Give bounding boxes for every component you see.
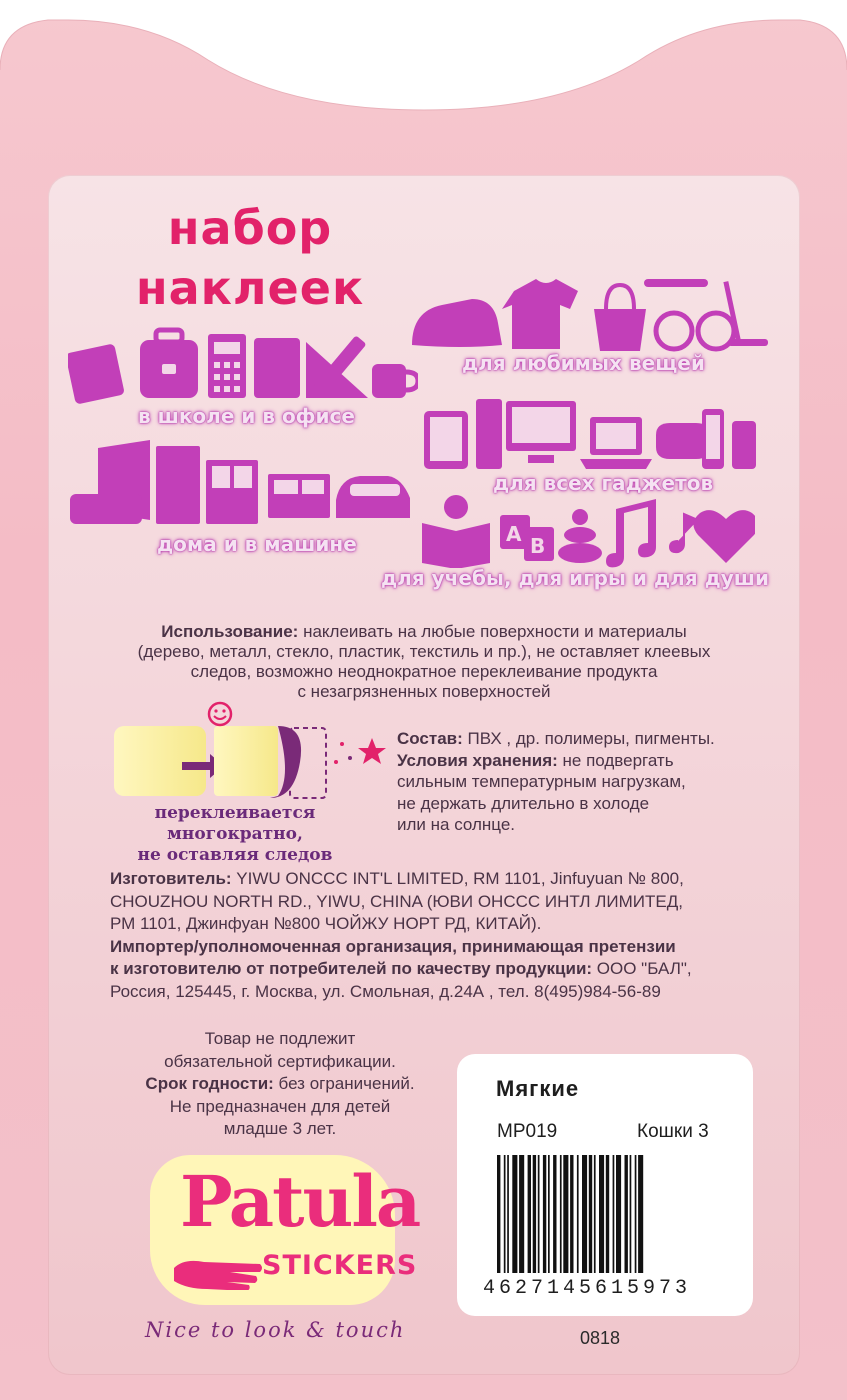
cert-text-5: младше 3 лет. [223, 1119, 337, 1138]
favourite-things-icons [408, 275, 773, 355]
barcode-bar [638, 1155, 643, 1273]
storage-label: Условия хранения: [397, 750, 558, 770]
barcode-bar [507, 1155, 509, 1273]
shelf-life-label: Срок годности: [145, 1074, 274, 1093]
cert-text-4: Не предназначен для детей [169, 1096, 391, 1116]
barcode-bar [616, 1155, 621, 1273]
hand-icon [170, 1250, 265, 1290]
manufacturer-text-3: РМ 1101, Джинфуан №800 ЧОЙЖУ НОРТ РД, КИТАЙ). [110, 914, 542, 933]
composition-storage [397, 728, 757, 836]
barcode-bar [533, 1155, 536, 1273]
reusable-caption-1: переклеивается многократно, [154, 803, 316, 844]
brand-tagline: Nice to look & touch [145, 1318, 406, 1342]
usage-text-4: с незагрязненных поверхностей [297, 682, 551, 701]
barcode-bar [570, 1155, 573, 1273]
importer-text-1: ООО "БАЛ", [592, 959, 692, 978]
barcode-bar [519, 1155, 524, 1273]
barcode-bar [512, 1155, 517, 1273]
home-car-icons [68, 440, 413, 530]
manufacturer-text-1: YIWU ONCCC INT'L LIMITED, RM 1101, Jinfuyuan № 800, [231, 869, 684, 888]
barcode-bar [560, 1155, 562, 1273]
hanger-tab [0, 0, 847, 120]
usage-text [110, 622, 738, 702]
gadget-icons [420, 393, 775, 473]
barcode-bar [635, 1155, 637, 1273]
usage-text-2: (дерево, металл, стекло, пластик, текстиль и пр.), не оставляет клеевых [137, 642, 711, 661]
caption-home-car: дома и в машине [157, 532, 357, 556]
caption-study-play-soul: для учебы, для игры и для души [381, 566, 770, 590]
barcode-bar [563, 1155, 568, 1273]
caption-favourite-things: для любимых вещей [462, 351, 705, 375]
reusable-illustration [110, 700, 390, 810]
barcode-bar [577, 1155, 579, 1273]
storage-text-3: не держать длительно в холоде [397, 793, 650, 813]
usage-label: Использование: [161, 622, 299, 641]
reusable-caption [100, 803, 370, 866]
product-name: Кошки 3 [637, 1121, 709, 1142]
storage-text-2: сильным температурным нагрузкам, [397, 772, 686, 791]
manufacturer-info [110, 868, 770, 1003]
product-type: Мягкие [496, 1076, 580, 1101]
title-line-1: набор [167, 201, 333, 255]
manufacturer-label: Изготовитель: [110, 869, 232, 888]
barcode-bar [538, 1155, 540, 1273]
shelf-life-text: без ограничений. [273, 1074, 415, 1093]
composition-label: Состав: [397, 729, 463, 748]
cert-text-1: Товар не подлежит [204, 1029, 356, 1048]
barcode-number: 4627145615973 [483, 1277, 692, 1300]
barcode [495, 1155, 725, 1273]
svg-text:A: A [506, 522, 522, 546]
importer-label-2: к изготовителю от потребителей по качеству продукции: [110, 959, 593, 978]
barcode-bar [594, 1155, 596, 1273]
barcode-bar [504, 1155, 506, 1273]
barcode-bar [589, 1155, 592, 1273]
barcode-bar [528, 1155, 531, 1273]
barcode-bar [582, 1155, 587, 1273]
reusable-caption-2: не оставляя следов [137, 845, 333, 865]
barcode-bar [599, 1155, 604, 1273]
barcode-bar [606, 1155, 609, 1273]
cert-text-2: обязательной сертификации. [164, 1051, 396, 1071]
caption-school-office: в школе и в офисе [138, 404, 355, 428]
title-line-2: наклеек [135, 261, 365, 315]
study-play-soul-icons [420, 493, 755, 568]
barcode-bar [543, 1155, 546, 1273]
barcode-bar [497, 1155, 500, 1273]
barcode-bar [548, 1155, 550, 1273]
product-sku: MP019 [497, 1121, 558, 1142]
school-office-icons [68, 322, 418, 404]
importer-address: Россия, 125445, г. Москва, ул. Смольная, д.24А , тел. 8(495)984-56-89 [110, 981, 661, 1001]
certification-info [130, 1028, 430, 1141]
manufacturer-text-2: CHOUZHOU NORTH RD., YIWU, CHINA (ЮВИ ОНССС ИНТЛ ЛИМИТЕД, [110, 891, 683, 911]
barcode-bar [553, 1155, 556, 1273]
composition-text: ПВХ , др. полимеры, пигменты. [462, 729, 715, 748]
barcode-bar [630, 1155, 632, 1273]
date-code: 0818 [580, 1328, 621, 1348]
caption-gadgets: для всех гаджетов [493, 471, 714, 495]
svg-text:B: B [530, 534, 546, 558]
barcode-bar [625, 1155, 628, 1273]
brand-logo-word: Patula [180, 1160, 420, 1243]
brand-logo-subtitle: STICKERS [262, 1250, 418, 1281]
usage-text-3: следов, возможно неоднократное переклеивание продукта [190, 662, 658, 681]
usage-text-1: наклеивать на любые поверхности и материалы [298, 622, 687, 641]
storage-text-1: не подвергать [557, 750, 674, 770]
importer-label-1: Импортер/уполномоченная организация, принимающая претензии [110, 936, 676, 956]
barcode-bar [613, 1155, 615, 1273]
storage-text-4: или на солнце. [397, 815, 516, 834]
